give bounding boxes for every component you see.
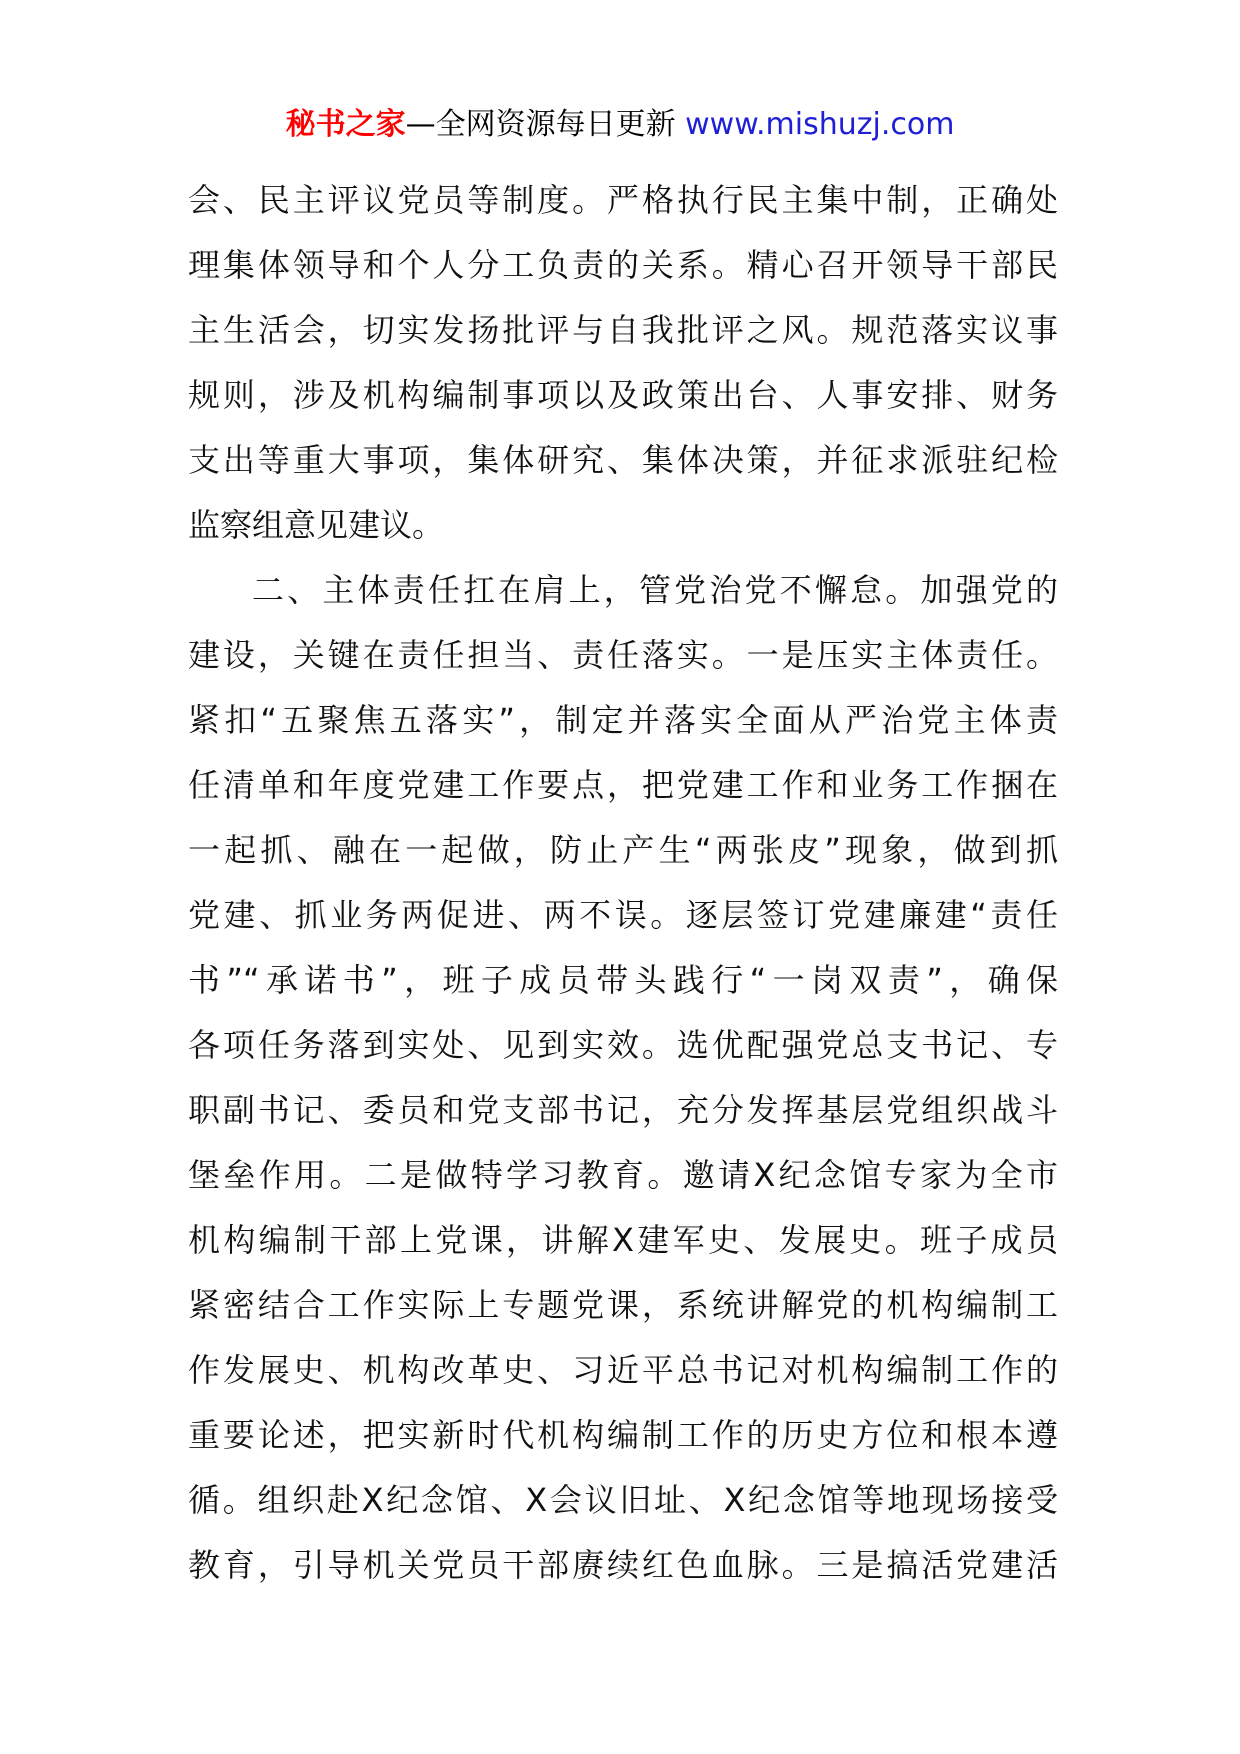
brand-name: 秘书之家	[285, 107, 406, 142]
body-line: 会、民主评议党员等制度。严格执行民主集中制，正确处	[188, 181, 1058, 219]
body-line: 理集体领导和个人分工负责的关系。精心召开领导干部民	[188, 246, 1058, 284]
body-line: 党建、抓业务两促进、两不误。逐层签订党建廉建“责任	[188, 896, 1058, 934]
body-line: 重要论述，把实新时代机构编制工作的历史方位和根本遵	[188, 1416, 1058, 1454]
site-header	[0, 103, 1240, 147]
body-line: 紧密结合工作实际上专题党课，系统讲解党的机构编制工	[188, 1286, 1058, 1324]
header-tagline: —全网资源每日更新	[405, 107, 676, 142]
body-line: 一起抓、融在一起做，防止产生“两张皮”现象，做到抓	[188, 831, 1058, 869]
body-line: 机构编制干部上党课，讲解X建军史、发展史。班子成员	[188, 1221, 1058, 1259]
body-line: 职副书记、委员和党支部书记，充分发挥基层党组织战斗	[188, 1091, 1058, 1129]
site-url-link[interactable]: www.mishuzj.com	[685, 107, 955, 142]
body-line: 规则，涉及机构编制事项以及政策出台、人事安排、财务	[188, 376, 1058, 414]
body-line: 各项任务落到实处、见到实效。选优配强党总支书记、专	[188, 1026, 1058, 1064]
body-line: 书”“承诺书”，班子成员带头践行“一岗双责”，确保	[188, 961, 1058, 999]
body-line: 监察组意见建议。	[188, 506, 445, 544]
document-body	[188, 168, 1058, 1598]
body-line: 任清单和年度党建工作要点，把党建工作和业务工作捆在	[188, 766, 1058, 804]
body-line: 支出等重大事项，集体研究、集体决策，并征求派驻纪检	[188, 441, 1058, 479]
body-line: 循。组织赴X纪念馆、X会议旧址、X纪念馆等地现场接受	[188, 1481, 1058, 1519]
body-line: 主生活会，切实发扬批评与自我批评之风。规范落实议事	[188, 311, 1058, 349]
body-line: 教育，引导机关党员干部赓续红色血脉。三是搞活党建活	[188, 1546, 1058, 1584]
body-line: 作发展史、机构改革史、习近平总书记对机构编制工作的	[188, 1351, 1058, 1389]
body-line: 紧扣“五聚焦五落实”，制定并落实全面从严治党主体责	[188, 701, 1058, 739]
body-line: 建设，关键在责任担当、责任落实。一是压实主体责任。	[188, 636, 1058, 674]
body-line: 堡垒作用。二是做特学习教育。邀请X纪念馆专家为全市	[188, 1156, 1058, 1194]
section-heading-line: 二、主体责任扛在肩上，管党治党不懈怠。加强党的	[252, 571, 1058, 609]
